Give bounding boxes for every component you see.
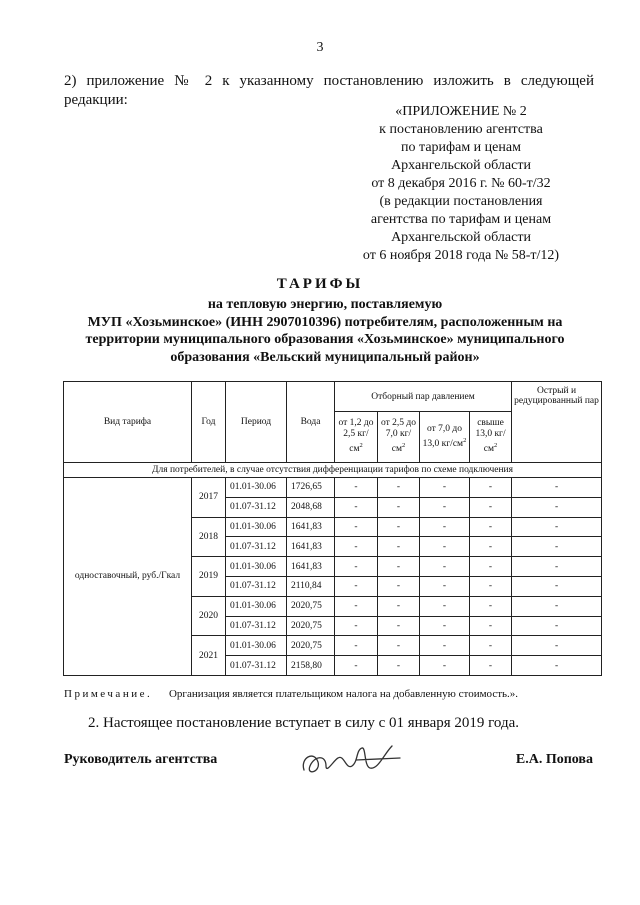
header-period: Период xyxy=(226,382,287,463)
signer-position: Руководитель агентства xyxy=(64,752,218,767)
appendix-line: к постановлению агентства xyxy=(379,122,543,137)
dash-cell: - xyxy=(420,656,470,676)
tariff-label-cell: одноставочный, руб./Гкал xyxy=(64,478,192,676)
dash-cell: - xyxy=(378,596,420,616)
final-paragraph: 2. Настоящее постановление вступает в силу с 01 января 2019 года. xyxy=(88,715,520,731)
header-steam-col: от 2,5 до 7,0 $кг/см^2$ xyxy=(378,412,420,463)
water-cell: 2020,75 xyxy=(287,596,335,616)
dash-cell: - xyxy=(420,517,470,537)
period-cell: 01.01-30.06 xyxy=(226,478,287,498)
note xyxy=(64,688,518,700)
tariff-table xyxy=(63,381,602,676)
dash-cell: - xyxy=(378,517,420,537)
dash-cell: - xyxy=(335,497,378,517)
water-cell: 1641,83 xyxy=(287,557,335,577)
dash-cell: - xyxy=(420,478,470,498)
dash-cell: - xyxy=(470,478,512,498)
water-cell: 2020,75 xyxy=(287,616,335,636)
dash-cell: - xyxy=(420,636,470,656)
period-cell: 01.01-30.06 xyxy=(226,557,287,577)
dash-cell: - xyxy=(470,537,512,557)
dash-cell: - xyxy=(378,497,420,517)
dash-cell: - xyxy=(378,557,420,577)
signer-name: Е.А. Попова xyxy=(515,752,593,767)
dash-cell: - xyxy=(420,616,470,636)
dash-cell: - xyxy=(378,576,420,596)
year-cell: 2017 xyxy=(192,478,226,518)
dash-cell: - xyxy=(420,576,470,596)
dash-cell: - xyxy=(512,517,602,537)
period-cell: 01.07-31.12 xyxy=(226,656,287,676)
period-cell: 01.01-30.06 xyxy=(226,596,287,616)
header-steam-col: от 1,2 до 2,5 $кг/см^2$ xyxy=(335,412,378,463)
dash-cell: - xyxy=(470,576,512,596)
dash-cell: - xyxy=(512,537,602,557)
year-cell: 2020 xyxy=(192,596,226,636)
period-cell: 01.07-31.12 xyxy=(226,576,287,596)
dash-cell: - xyxy=(378,478,420,498)
period-cell: 01.07-31.12 xyxy=(226,537,287,557)
water-cell: 1641,83 xyxy=(287,537,335,557)
dash-cell: - xyxy=(378,537,420,557)
dash-cell: - xyxy=(470,616,512,636)
period-cell: 01.07-31.12 xyxy=(226,616,287,636)
appendix-line: Архангельской области xyxy=(391,230,531,245)
appendix-line: от 6 ноября 2018 года № 58-т/12) xyxy=(362,248,560,263)
header-steam-col: свыше 13,0 $кг/см^2$ xyxy=(470,412,512,463)
dash-cell: - xyxy=(420,557,470,577)
header-water: Вода xyxy=(287,382,335,463)
subtitle-line: образования «Вельский муниципальный район» xyxy=(170,349,480,365)
appendix-block xyxy=(330,103,592,265)
document-subtitle xyxy=(60,296,590,366)
dash-cell: - xyxy=(512,478,602,498)
appendix-line: по тарифам и ценам xyxy=(401,140,521,155)
header-steam-group: Отборный пар давлением xyxy=(335,382,512,412)
dash-cell: - xyxy=(335,576,378,596)
appendix-line: агентства по тарифам и ценам xyxy=(370,212,552,227)
dash-cell: - xyxy=(335,557,378,577)
dash-cell: - xyxy=(470,517,512,537)
year-cell: 2018 xyxy=(192,517,226,557)
header-steam-col: от 7,0 до 13,0 $кг/см^2$ xyxy=(420,412,470,463)
subtitle-line: МУП «Хозьминское» (ИНН 2907010396) потребителям, расположенным на xyxy=(87,314,563,330)
dash-cell: - xyxy=(335,596,378,616)
dash-cell: - xyxy=(378,636,420,656)
document-title: ТАРИФЫ xyxy=(276,276,364,292)
note-label: Примечание. xyxy=(64,688,153,700)
water-cell: 2158,80 xyxy=(287,656,335,676)
dash-cell: - xyxy=(470,596,512,616)
dash-cell: - xyxy=(420,537,470,557)
year-cell: 2019 xyxy=(192,557,226,597)
intro-paragraph: 2) приложение № 2 к указанному постановлению изложить в следующей редакции: xyxy=(64,73,594,108)
water-cell: 1641,83 xyxy=(287,517,335,537)
period-cell: 01.01-30.06 xyxy=(226,517,287,537)
year-cell: 2021 xyxy=(192,636,226,676)
dash-cell: - xyxy=(512,596,602,616)
header-tariff-type: Вид тарифа xyxy=(64,382,192,463)
table-row xyxy=(64,478,602,498)
section-label: Для потребителей, в случае отсутствия дифференциации тарифов по схеме подключения xyxy=(64,463,602,478)
dash-cell: - xyxy=(420,497,470,517)
header-sharp-steam: Острый и редуцированный пар xyxy=(512,382,602,463)
dash-cell: - xyxy=(378,616,420,636)
dash-cell: - xyxy=(378,656,420,676)
dash-cell: - xyxy=(335,517,378,537)
dash-cell: - xyxy=(335,537,378,557)
dash-cell: - xyxy=(512,497,602,517)
period-cell: 01.07-31.12 xyxy=(226,497,287,517)
dash-cell: - xyxy=(470,497,512,517)
water-cell: 2048,68 xyxy=(287,497,335,517)
header-year: Год xyxy=(192,382,226,463)
dash-cell: - xyxy=(512,636,602,656)
appendix-line: «ПРИЛОЖЕНИЕ № 2 xyxy=(395,104,527,119)
dash-cell: - xyxy=(512,557,602,577)
period-cell: 01.01-30.06 xyxy=(226,636,287,656)
signature-image xyxy=(296,736,406,786)
dash-cell: - xyxy=(335,616,378,636)
dash-cell: - xyxy=(335,656,378,676)
subtitle-line: на тепловую энергию, поставляемую xyxy=(207,297,443,312)
appendix-line: от 8 декабря 2016 г. № 60-т/32 xyxy=(371,176,551,191)
water-cell: 2110,84 xyxy=(287,576,335,596)
appendix-line: Архангельской области xyxy=(391,158,531,173)
dash-cell: - xyxy=(470,656,512,676)
dash-cell: - xyxy=(335,636,378,656)
dash-cell: - xyxy=(470,636,512,656)
water-cell: 1726,65 xyxy=(287,478,335,498)
note-text: Организация является плательщиком налога на добавленную стоимость.». xyxy=(168,688,519,700)
dash-cell: - xyxy=(512,616,602,636)
dash-cell: - xyxy=(512,656,602,676)
page-number: 3 xyxy=(316,40,324,55)
water-cell: 2020,75 xyxy=(287,636,335,656)
dash-cell: - xyxy=(470,557,512,577)
dash-cell: - xyxy=(335,478,378,498)
dash-cell: - xyxy=(420,596,470,616)
appendix-line: (в редакции постановления xyxy=(379,194,543,209)
dash-cell: - xyxy=(512,576,602,596)
subtitle-line: территории муниципального образования «Хозьминское» муниципального xyxy=(85,332,565,347)
